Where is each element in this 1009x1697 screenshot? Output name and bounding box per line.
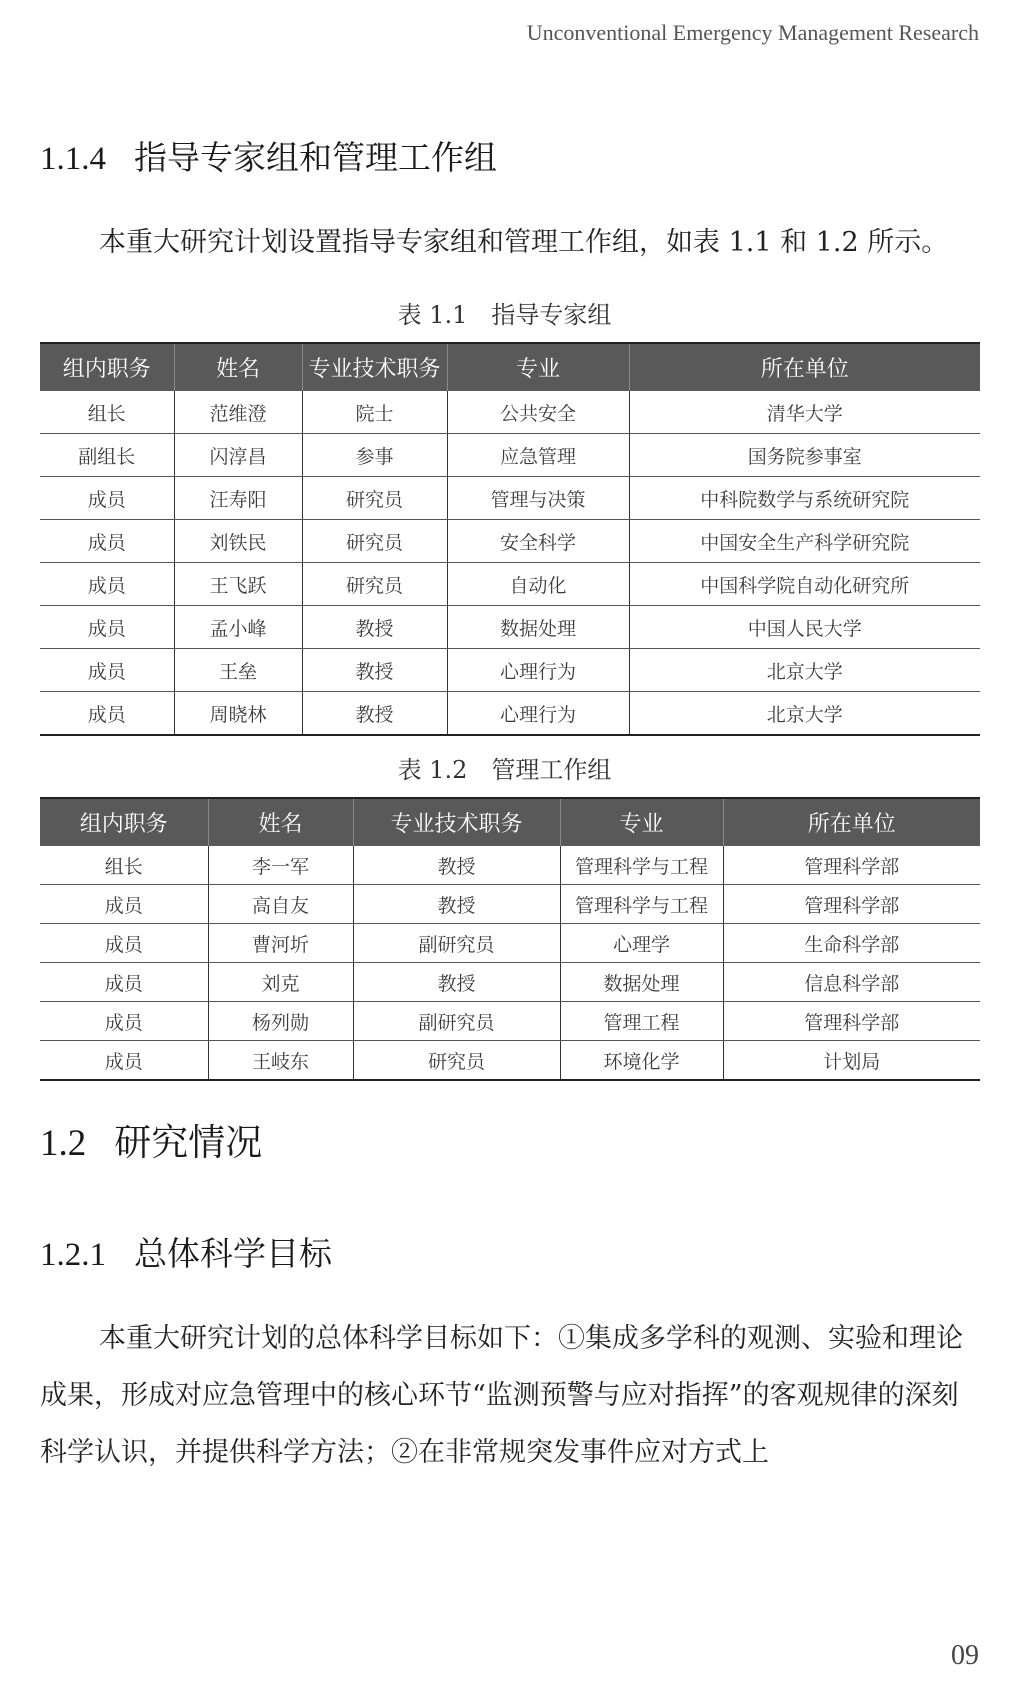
section-heading-1-1-4 (40, 132, 497, 179)
table-cell: 管理科学与工程 (560, 885, 723, 924)
table-cell: 计划局 (723, 1041, 980, 1081)
table-cell: 高自友 (208, 885, 353, 924)
table-row (40, 563, 980, 606)
table-cell: 成员 (40, 924, 208, 963)
table-cell: 北京大学 (629, 649, 980, 692)
table-cell: 管理工程 (560, 1002, 723, 1041)
table-cell: 公共安全 (447, 391, 629, 434)
section-title: 指导专家组和管理工作组 (134, 138, 497, 177)
table-cell: 副研究员 (353, 1002, 560, 1041)
table-cell: 汪寿阳 (174, 477, 302, 520)
table-row (40, 924, 980, 963)
section-title: 研究情况 (114, 1121, 263, 1164)
column-header: 专业技术职务 (302, 343, 447, 391)
table-cell: 成员 (40, 963, 208, 1002)
table-cell: 国务院参事室 (629, 434, 980, 477)
page-number: 09 (951, 1640, 979, 1671)
table-cell: 成员 (40, 692, 174, 736)
table-cell: 成员 (40, 477, 174, 520)
table-cell: 研究员 (302, 520, 447, 563)
column-header: 组内职务 (40, 343, 174, 391)
table-cell: 心理学 (560, 924, 723, 963)
table-cell: 中科院数学与系统研究院 (629, 477, 980, 520)
table-cell: 管理科学部 (723, 885, 980, 924)
section-number: 1.1.4 (40, 141, 106, 177)
table-row (40, 477, 980, 520)
column-header: 专业技术职务 (353, 798, 560, 846)
table-cell: 研究员 (302, 477, 447, 520)
table-cell: 院士 (302, 391, 447, 434)
table-cell: 应急管理 (447, 434, 629, 477)
table-cell: 组长 (40, 846, 208, 885)
column-header: 专业 (560, 798, 723, 846)
column-header: 姓名 (174, 343, 302, 391)
table-row (40, 692, 980, 736)
section-title: 总体科学目标 (134, 1234, 332, 1273)
table-cell: 管理科学与工程 (560, 846, 723, 885)
table-cell: 心理行为 (447, 692, 629, 736)
table-cell: 中国人民大学 (629, 606, 980, 649)
management-group-table (40, 797, 980, 1081)
expert-group-table (40, 342, 980, 736)
table-cell: 生命科学部 (723, 924, 980, 963)
table-cell: 成员 (40, 1041, 208, 1081)
table-row (40, 846, 980, 885)
table-cell: 范维澄 (174, 391, 302, 434)
table-cell: 成员 (40, 649, 174, 692)
table-cell: 王飞跃 (174, 563, 302, 606)
table-cell: 王岐东 (208, 1041, 353, 1081)
table-row (40, 885, 980, 924)
table-cell: 北京大学 (629, 692, 980, 736)
table-row (40, 963, 980, 1002)
section-number: 1.2.1 (40, 1237, 106, 1273)
column-header: 姓名 (208, 798, 353, 846)
table-cell: 管理与决策 (447, 477, 629, 520)
table-cell: 参事 (302, 434, 447, 477)
table-row (40, 1041, 980, 1081)
table-cell: 中国科学院自动化研究所 (629, 563, 980, 606)
table-cell: 研究员 (302, 563, 447, 606)
section-number: 1.2 (40, 1123, 87, 1164)
table-header-row (40, 343, 980, 391)
column-header: 组内职务 (40, 798, 208, 846)
running-head: Unconventional Emergency Management Research (526, 20, 979, 45)
table-cell: 环境化学 (560, 1041, 723, 1081)
section-heading-1-2 (40, 1112, 262, 1166)
table-cell: 教授 (302, 649, 447, 692)
table-cell: 王垒 (174, 649, 302, 692)
table-cell: 成员 (40, 520, 174, 563)
table-cell: 研究员 (353, 1041, 560, 1081)
table-cell: 管理科学部 (723, 1002, 980, 1041)
column-header: 专业 (447, 343, 629, 391)
table-cell: 李一军 (208, 846, 353, 885)
table-row (40, 434, 980, 477)
table-cell: 杨列勋 (208, 1002, 353, 1041)
table-cell: 成员 (40, 885, 208, 924)
objectives-paragraph: 本重大研究计划的总体科学目标如下：①集成多学科的观测、实验和理论成果，形成对应急管理中的核心环节“监测预警与应对指挥”的客观规律的深刻科学认识，并提供科学方法；②在非常规突发事件应对方式上 (40, 1323, 963, 1468)
table-header-row (40, 798, 980, 846)
table-cell: 数据处理 (560, 963, 723, 1002)
table-row (40, 606, 980, 649)
table-cell: 副组长 (40, 434, 174, 477)
intro-paragraph: 本重大研究计划设置指导专家组和管理工作组，如表 1.1 和 1.2 所示。 (99, 227, 949, 258)
table-cell: 清华大学 (629, 391, 980, 434)
table-cell: 心理行为 (447, 649, 629, 692)
table-cell: 自动化 (447, 563, 629, 606)
table-2-caption: 表 1.2 管理工作组 (397, 756, 612, 784)
table-cell: 中国安全生产科学研究院 (629, 520, 980, 563)
table-cell: 刘克 (208, 963, 353, 1002)
section-heading-1-2-1 (40, 1228, 332, 1275)
table-row (40, 1002, 980, 1041)
table-cell: 孟小峰 (174, 606, 302, 649)
table-cell: 成员 (40, 563, 174, 606)
table-cell: 曹河圻 (208, 924, 353, 963)
table-cell: 组长 (40, 391, 174, 434)
table-cell: 闪淳昌 (174, 434, 302, 477)
column-header: 所在单位 (629, 343, 980, 391)
table-cell: 教授 (302, 692, 447, 736)
table-cell: 教授 (353, 963, 560, 1002)
table-cell: 成员 (40, 1002, 208, 1041)
table-cell: 刘铁民 (174, 520, 302, 563)
table-row (40, 520, 980, 563)
table-row (40, 649, 980, 692)
table-cell: 教授 (353, 885, 560, 924)
table-1-caption: 表 1.1 指导专家组 (397, 301, 612, 329)
table-row (40, 391, 980, 434)
table-cell: 成员 (40, 606, 174, 649)
table-cell: 管理科学部 (723, 846, 980, 885)
table-cell: 周晓林 (174, 692, 302, 736)
table-cell: 副研究员 (353, 924, 560, 963)
column-header: 所在单位 (723, 798, 980, 846)
table-cell: 安全科学 (447, 520, 629, 563)
table-cell: 教授 (302, 606, 447, 649)
table-cell: 数据处理 (447, 606, 629, 649)
table-cell: 教授 (353, 846, 560, 885)
table-cell: 信息科学部 (723, 963, 980, 1002)
